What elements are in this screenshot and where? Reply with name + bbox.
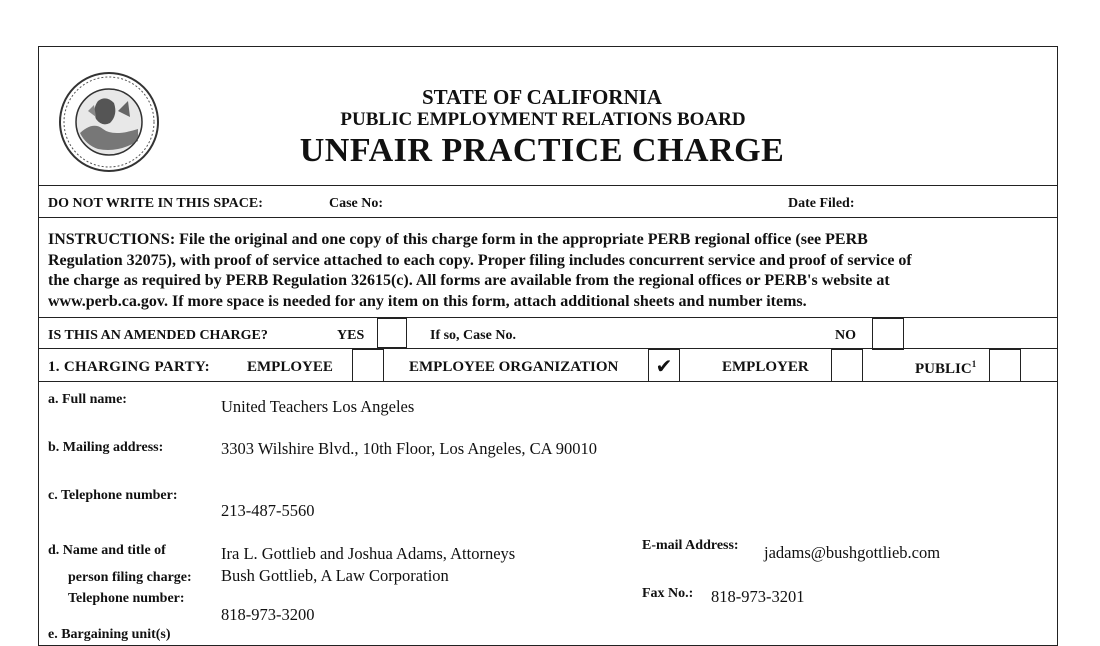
public-option-label (915, 359, 976, 378)
amended-yes-checkbox[interactable] (377, 318, 407, 348)
employee-checkbox[interactable] (352, 349, 384, 382)
telephone-value[interactable]: 213-487-5560 (221, 501, 315, 520)
email-value[interactable]: jadams@bushgottlieb.com (764, 543, 941, 562)
name-title-label (48, 537, 192, 591)
employee-org-option-label: EMPLOYEE ORGANIZATION (409, 359, 619, 375)
public-checkbox[interactable] (989, 349, 1021, 382)
fax-value[interactable]: 818-973-3201 (711, 587, 805, 606)
instructions-line: Regulation 32075), with proof of service attached to each copy. Proper filing includes concurrent service and proof of service of (48, 251, 912, 269)
public-label-text: PUBLIC (915, 361, 972, 377)
filer-telephone-value[interactable]: 818-973-3200 (221, 605, 315, 624)
mailing-address-value[interactable]: 3303 Wilshire Blvd., 10th Floor, Los Angeles, CA 90010 (221, 439, 598, 458)
name-title-label-line-2: person filing charge: (68, 570, 192, 585)
divider (38, 317, 1058, 318)
employer-checkbox[interactable] (831, 349, 863, 382)
board-title: PUBLIC EMPLOYMENT RELATIONS BOARD (340, 109, 746, 130)
office-use-label: DO NOT WRITE IN THIS SPACE: (48, 196, 263, 211)
email-label: E-mail Address: (642, 538, 739, 553)
instructions-line: INSTRUCTIONS: File the original and one copy of this charge form in the appropriate PERB regional office (see PERB (48, 231, 868, 248)
divider (38, 381, 1058, 382)
employee-option-label: EMPLOYEE (247, 359, 333, 375)
state-title: STATE OF CALIFORNIA (422, 85, 662, 109)
name-title-value-line-1: Ira L. Gottlieb and Joshua Adams, Attorneys (221, 544, 516, 563)
fax-label: Fax No.: (642, 586, 694, 601)
mailing-address-label: b. Mailing address: (48, 440, 164, 455)
case-no-label: Case No: (329, 196, 384, 211)
employee-org-checkbox[interactable] (648, 349, 680, 382)
date-filed-label: Date Filed: (788, 196, 855, 211)
amended-yes-label: YES (337, 328, 365, 343)
telephone-label: c. Telephone number: (48, 488, 178, 503)
name-title-value[interactable] (221, 543, 515, 587)
full-name-label: a. Full name: (48, 392, 127, 407)
divider (38, 217, 1058, 218)
amended-no-label: NO (835, 328, 856, 343)
full-name-value[interactable]: United Teachers Los Angeles (221, 397, 415, 416)
public-footnote: 1 (971, 359, 977, 369)
instructions (48, 230, 1053, 312)
name-title-label-line-1: d. Name and title of (48, 543, 166, 558)
checkmark-icon: ✔ (655, 353, 673, 378)
form-title: UNFAIR PRACTICE CHARGE (299, 132, 785, 169)
amended-case-no-label: If so, Case No. (430, 328, 516, 343)
instructions-line: the charge as required by PERB Regulation 32615(c). All forms are available from the regional offices or PERB's website at (48, 272, 890, 289)
divider (38, 348, 1058, 349)
instructions-line: www.perb.ca.gov. If more space is needed for any item on this form, attach additional sheets and number items. (48, 292, 807, 310)
filer-telephone-label: Telephone number: (68, 591, 185, 606)
employer-option-label: EMPLOYER (722, 359, 809, 375)
divider (38, 185, 1058, 186)
amended-no-checkbox[interactable] (872, 318, 904, 350)
amended-question: IS THIS AN AMENDED CHARGE? (48, 328, 268, 343)
charging-party-label: 1. CHARGING PARTY: (48, 359, 210, 375)
bargaining-unit-label: e. Bargaining unit(s) (48, 627, 171, 642)
name-title-value-line-2: Bush Gottlieb, A Law Corporation (221, 566, 449, 585)
